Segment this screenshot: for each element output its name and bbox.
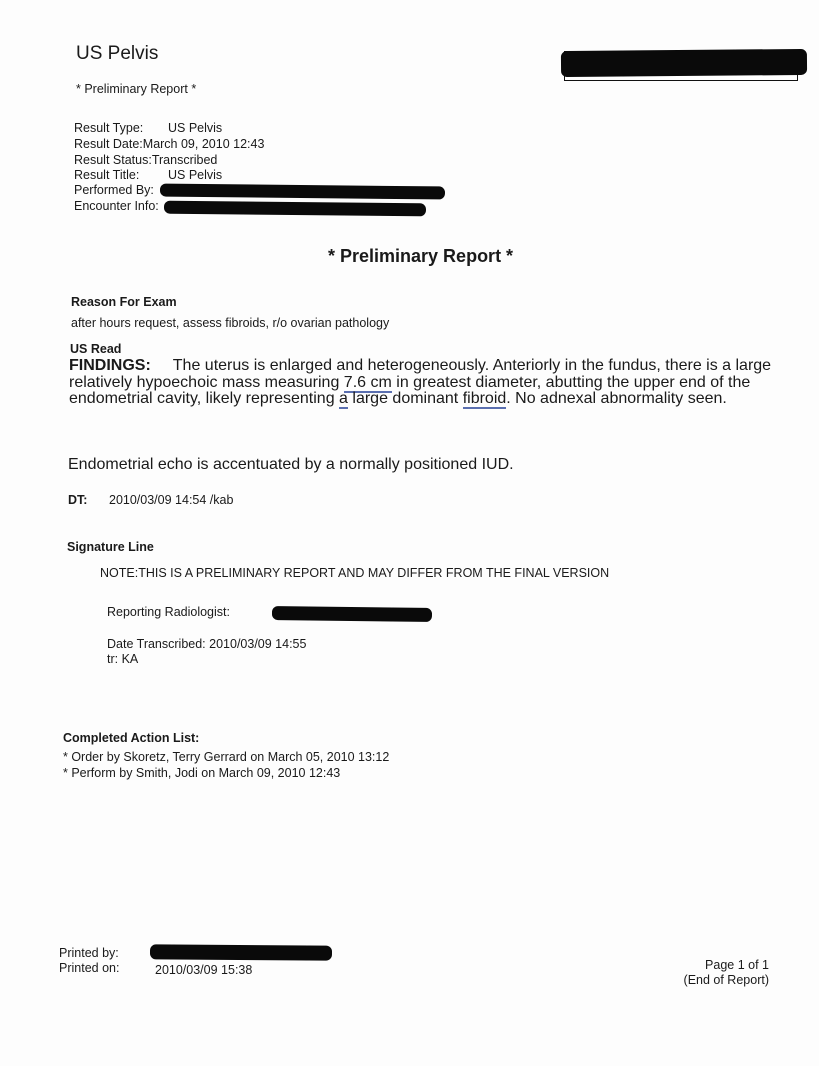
result-status-value: Transcribed [151, 153, 218, 167]
result-type-label: Result Type: [74, 121, 144, 135]
performed-by-row [74, 182, 154, 198]
finding-mid: large dominant [347, 390, 463, 407]
redaction-radiologist [272, 606, 432, 622]
redaction-performed-by [160, 184, 445, 200]
performed-by-label: Performed By: [74, 183, 154, 197]
dt-value: 2010/03/09 14:54 /kab [109, 493, 234, 507]
redaction-top-right [561, 49, 807, 77]
findings-text-2: in greatest diameter, abutting the upper end of the endometrial cavity, likely representing [69, 373, 751, 407]
result-status-label: Result Status: [74, 153, 152, 167]
us-read-heading: US Read [70, 342, 122, 356]
printed-by-label: Printed by: [59, 946, 119, 960]
dt-row [68, 492, 233, 508]
page-number: Page 1 of 1 [705, 958, 769, 972]
encounter-info-label: Encounter Info: [74, 199, 159, 213]
signature-note: NOTE:THIS IS A PRELIMINARY REPORT AND MAY DIFFER FROM THE FINAL VERSION [100, 566, 610, 580]
findings-label: FINDINGS: [69, 357, 151, 374]
result-title-row [74, 167, 222, 183]
findings-text-1: The uterus is enlarged and heterogeneously. Anteriorly in the fundus, there is a large relatively hypoechoic mass measuring [69, 357, 772, 391]
endometrial-text: Endometrial echo is accentuated by a normally positioned IUD. [68, 456, 514, 473]
redaction-printed-by [150, 944, 332, 960]
action-item: * Order by Skoretz, Terry Gerrard on March 05, 2010 13:12 [63, 750, 390, 764]
date-transcribed: Date Transcribed: 2010/03/09 14:55 [107, 637, 307, 651]
printed-on-value: 2010/03/09 15:38 [155, 963, 253, 977]
encounter-info-row [74, 198, 159, 214]
result-type-row [74, 120, 222, 136]
preliminary-banner: * Preliminary Report * [328, 246, 514, 266]
result-title-label: Result Title: [74, 168, 140, 182]
signature-heading: Signature Line [67, 540, 154, 554]
result-date-label: Result Date: [74, 137, 143, 151]
reason-heading: Reason For Exam [71, 295, 177, 309]
result-status-row [74, 152, 217, 168]
result-date-row [74, 136, 264, 152]
dt-label: DT: [68, 493, 88, 507]
report-title: US Pelvis [76, 43, 159, 64]
result-title-value: US Pelvis [168, 168, 223, 182]
reporting-radiologist-label: Reporting Radiologist: [107, 605, 230, 619]
finding-fibroid: fibroid [462, 390, 507, 407]
reason-text: after hours request, assess fibroids, r/o ovarian pathology [71, 316, 390, 330]
result-date-value: March 09, 2010 12:43 [142, 137, 265, 151]
findings-text-3: . No adnexal abnormality seen. [506, 390, 727, 407]
result-type-value: US Pelvis [168, 121, 223, 135]
printed-on-label: Printed on: [59, 961, 120, 975]
findings-paragraph [69, 358, 779, 408]
action-item: * Perform by Smith, Jodi on March 09, 2010 12:43 [63, 766, 341, 780]
redaction-encounter-info [164, 201, 426, 217]
report-subtitle: * Preliminary Report * [76, 82, 197, 96]
measurement-value: 7.6 cm [343, 373, 392, 391]
transcriber: tr: KA [107, 652, 139, 666]
end-of-report: (End of Report) [683, 973, 769, 987]
actions-heading: Completed Action List: [63, 731, 200, 745]
finding-article: a [339, 390, 348, 407]
